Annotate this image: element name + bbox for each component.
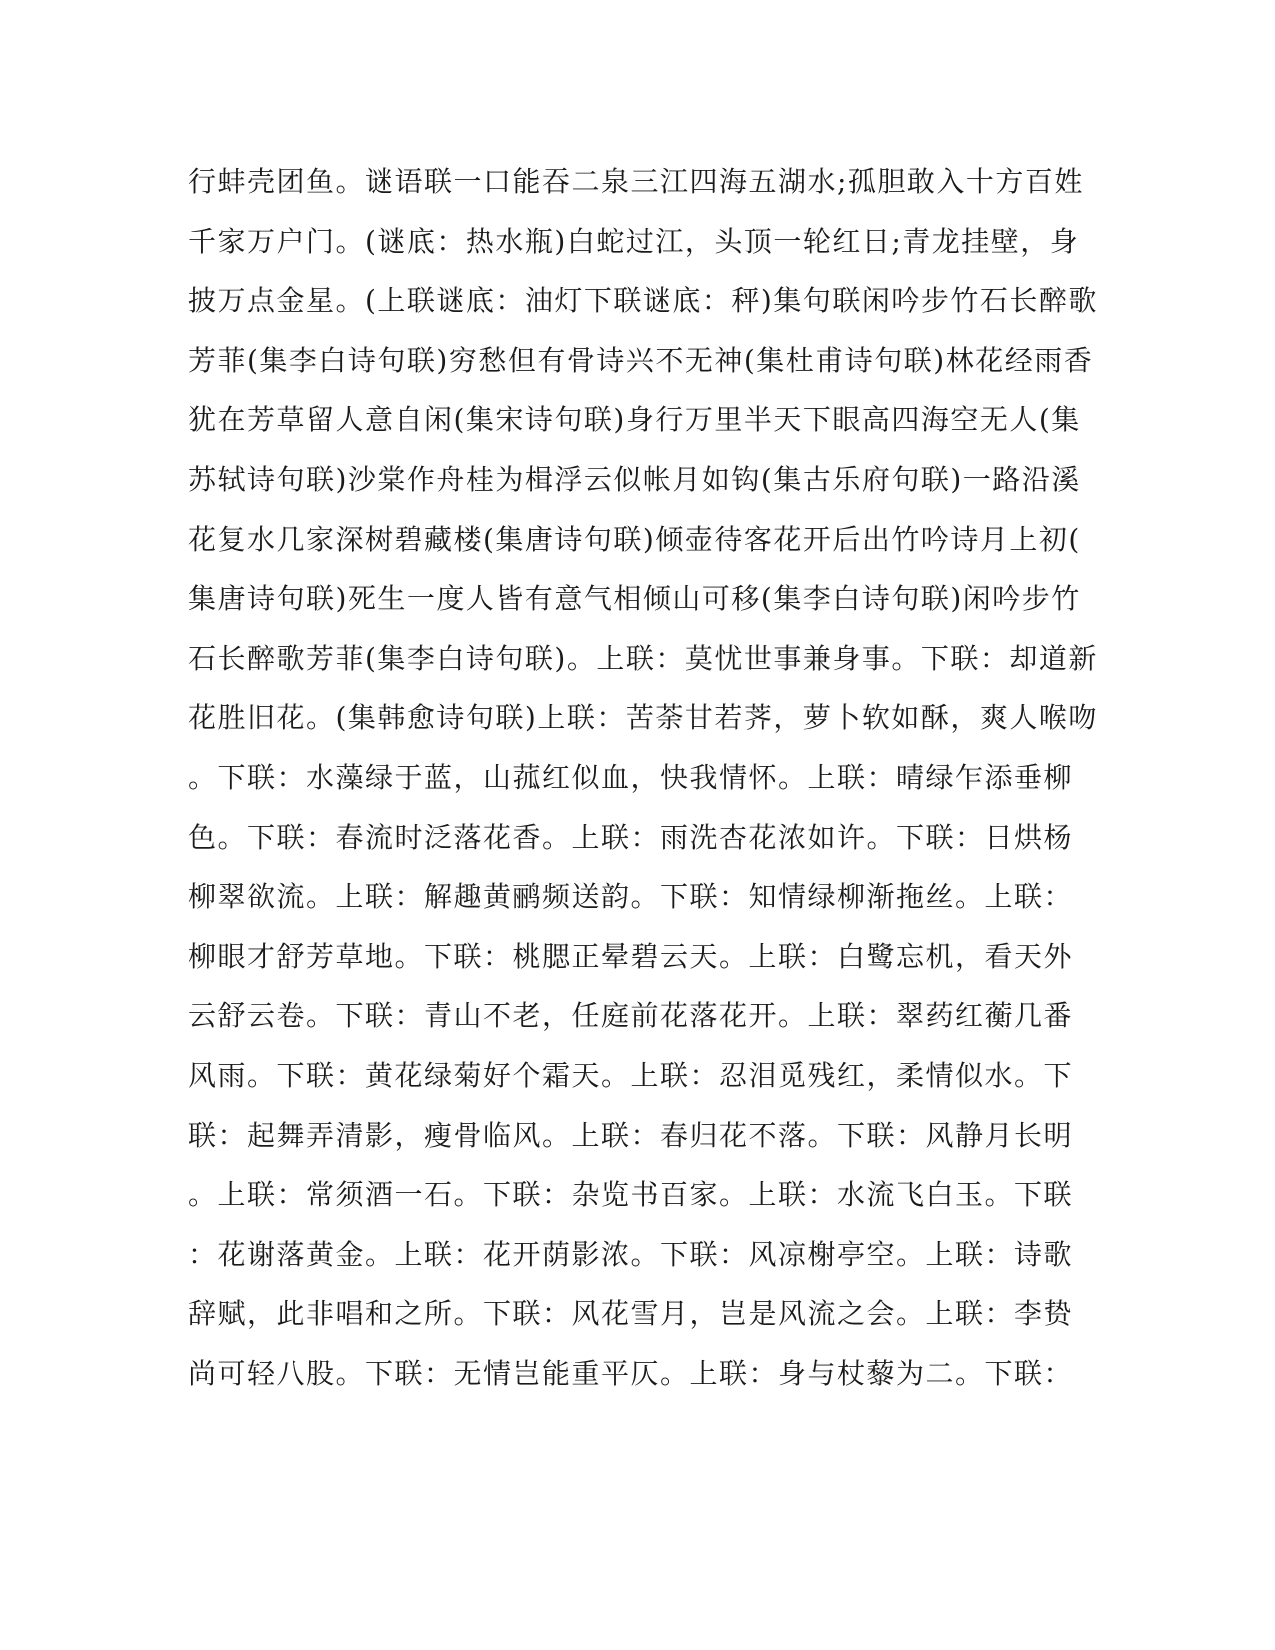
text-line: 。上联：常须酒一石。下联：杂览书百家。上联：水流飞白玉。下联 xyxy=(188,1178,1074,1212)
text-line: 云舒云卷。下联：青山不老，任庭前花落花开。上联：翠药红蘅几番 xyxy=(188,999,1074,1033)
text-line: 苏轼诗句联)沙棠作舟桂为楫浮云似帐月如钩(集古乐府句联)一路沿溪 xyxy=(188,462,1081,496)
text-line: 石长醉歌芳菲(集李白诗句联)。上联：莫忧世事兼身事。下联：却道新 xyxy=(188,641,1098,675)
text-line: ：花谢落黄金。上联：花开荫影浓。下联：风凉榭亭空。上联：诗歌 xyxy=(188,1237,1074,1271)
body-text xyxy=(188,164,1098,1415)
text-line: 芳菲(集李白诗句联)穷愁但有骨诗兴不无神(集杜甫诗句联)林花经雨香 xyxy=(188,343,1094,377)
text-line: 千家万户门。(谜底：热水瓶)白蛇过江，头顶一轮红日;青龙挂壁，身 xyxy=(188,224,1080,258)
text-line: 辞赋，此非唱和之所。下联：风花雪月，岂是风流之会。上联：李贽 xyxy=(188,1297,1074,1331)
text-line: 柳翠欲流。上联：解趣黄鹂频送韵。下联：知情绿柳渐拖丝。上联： xyxy=(188,880,1074,914)
text-line: 犹在芳草留人意自闲(集宋诗句联)身行万里半天下眼高四海空无人(集 xyxy=(188,403,1081,437)
text-line: 披万点金星。(上联谜底：油灯下联谜底：秤)集句联闲吟步竹石长醉歌 xyxy=(188,284,1098,318)
text-line: 花胜旧花。(集韩愈诗句联)上联：苦荼甘若荠，萝卜软如酥，爽人喉吻 xyxy=(188,701,1098,735)
text-line: 联：起舞弄清影，瘦骨临风。上联：春归花不落。下联：风静月长明 xyxy=(188,1118,1074,1152)
text-line: 色。下联：春流时泛落花香。上联：雨洗杏花浓如许。下联：日烘杨 xyxy=(188,820,1074,854)
text-line: 尚可轻八股。下联：无情岂能重平仄。上联：身与杖藜为二。下联： xyxy=(188,1356,1074,1390)
text-line: 风雨。下联：黄花绿菊好个霜天。上联：忍泪觅残红，柔情似水。下 xyxy=(188,1058,1074,1092)
text-line: 。下联：水藻绿于蓝，山菰红似血，快我情怀。上联：晴绿乍添垂柳 xyxy=(188,760,1074,794)
text-line: 柳眼才舒芳草地。下联：桃腮正晕碧云天。上联：白鹭忘机，看天外 xyxy=(188,939,1074,973)
text-line: 花复水几家深树碧藏楼(集唐诗句联)倾壶待客花开后出竹吟诗月上初( xyxy=(188,522,1081,556)
text-line: 行蚌壳团鱼。谜语联一口能吞二泉三江四海五湖水;孤胆敢入十方百姓 xyxy=(188,165,1084,198)
text-line: 集唐诗句联)死生一度人皆有意气相倾山可移(集李白诗句联)闲吟步竹 xyxy=(188,582,1081,616)
